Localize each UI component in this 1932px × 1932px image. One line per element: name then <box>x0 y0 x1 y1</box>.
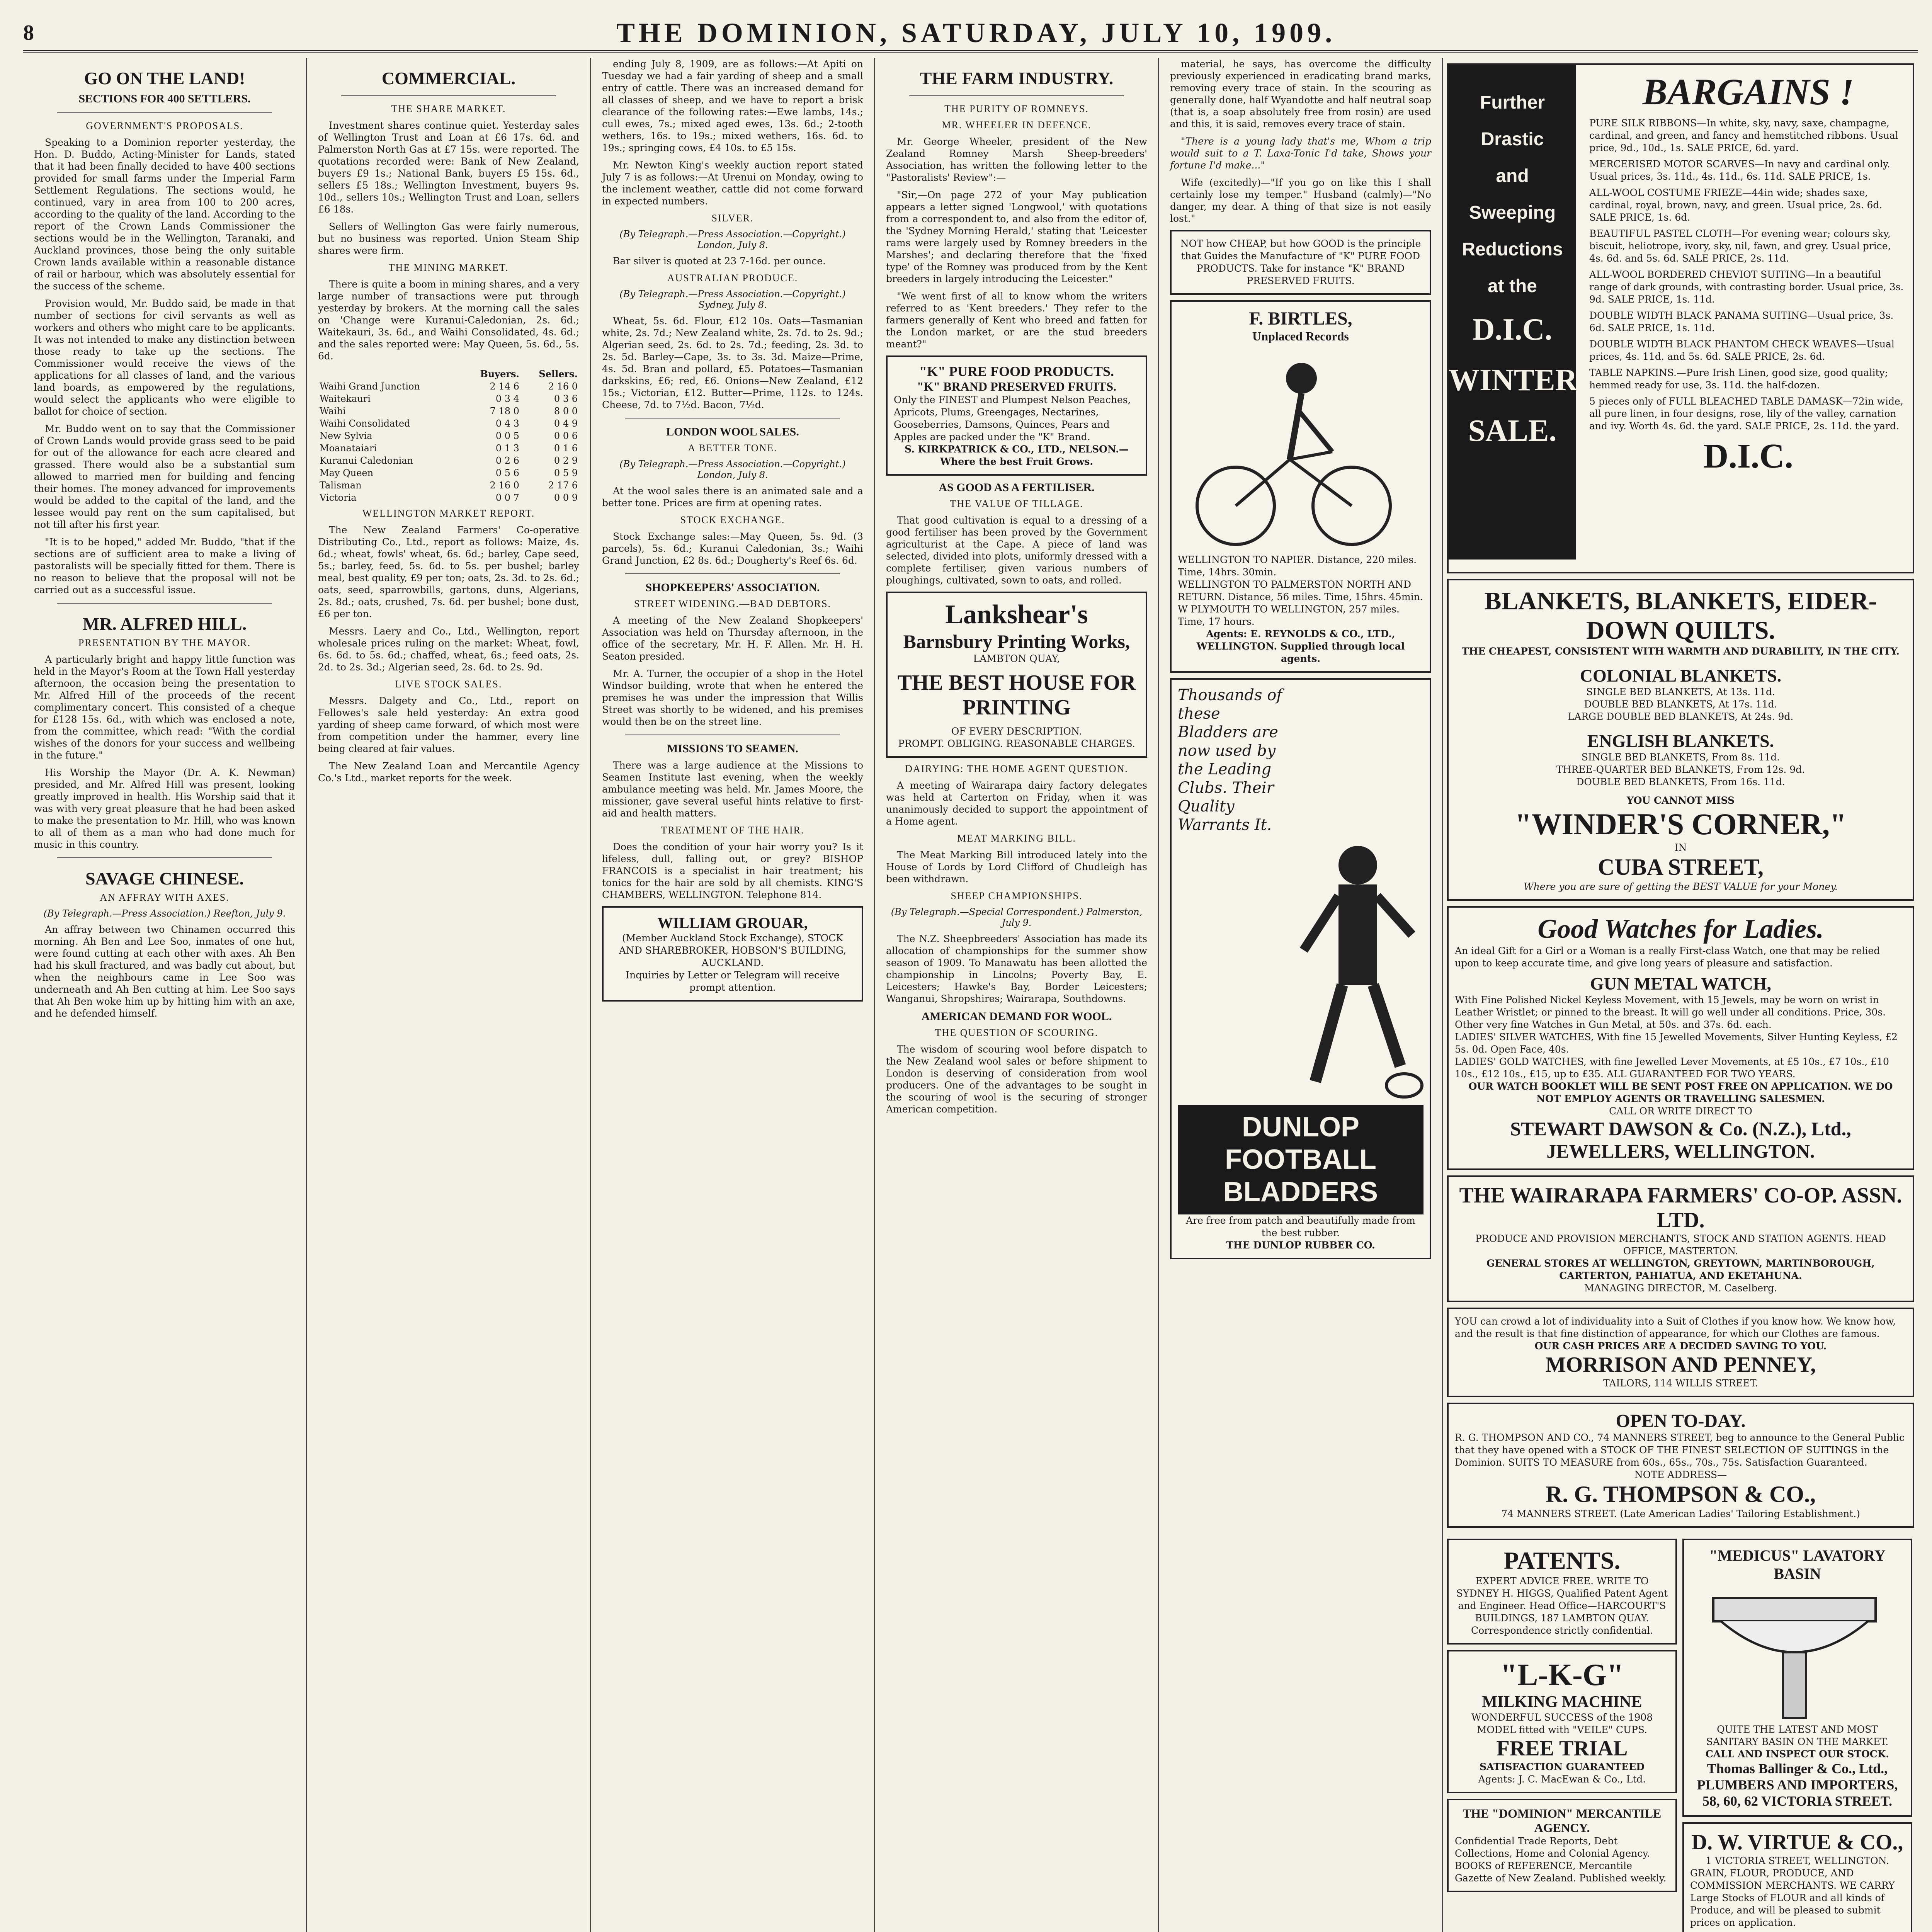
table-cell: Waitekauri <box>320 393 371 404</box>
article-paragraph: Does the condition of your hair worry you? Is it lifeless, dull, falling out, or grey? BISHOP FRANCOIS is a specialist in hair treatment; his tonics for the hair are sold by all chemists. KING'S CHAMBERS, WELLINGTON. Telephone 814. <box>602 841 863 900</box>
ad-label: OPEN TO-DAY. <box>1616 1411 1746 1431</box>
ad-title: THE "DOMINION" MERCANTILE AGENCY. <box>1463 1806 1662 1835</box>
article-paragraph: Mr. A. Turner, the occupier of a shop in the Hotel Windsor building, wrote that when he entered the premises he was under the impression that Willis Street was shortly to be widened, and his premises would then be on the street line. <box>602 668 863 727</box>
article-paragraph: His Worship the Mayor (Dr. A. K. Newman) presided, and Mr. Alfred Hill was present, looking greatly improved in health. His Worship said that it was with very great pleasure that he had been asked to make the presentation to Mr. Hill, who was known to all of them as a man who had done much for music in this country. <box>34 767 295 850</box>
ad-row <box>1447 1533 1914 1932</box>
ad-title: WILLIAM GROUAR, <box>657 914 808 932</box>
divider <box>625 573 840 574</box>
article-paragraph: There was a large audience at the Missions to Seamen Institute last evening, when the weekly ambulance meeting was held. Mr. James Moore, the missioner, gave several useful hints relative to first-aid and health matters. <box>602 760 863 819</box>
ad-k-pure-food <box>886 355 1147 476</box>
list-item: LARGE DOUBLE BED BLANKETS, At 24s. 9d. <box>1568 711 1794 722</box>
ad-offer: FREE TRIAL <box>1496 1736 1628 1760</box>
article-paragraph: A particularly bright and happy little function was held in the Mayor's Room at the Town Hall yesterday afternoon, the occasion being the presentation to Mr. Alfred Hill of the proceeds of the recent complimentary concert. This consisted of a cheque for £128 15s. 6d., with which was enclosed a note, from the committee, which read: "With the cordial wishes of the donors for your success and wellbeing in the future." <box>34 654 295 761</box>
table-cell: 7 18 0 <box>490 406 519 417</box>
article-paragraph: That good cultivation is equal to a dressing of a good fertiliser has been proved by the Government agriculturist at the Cape. A piece of land was selected, divided into plots, uniformly dressed with a complete fertiliser, given various numbers of ploughings, cultivated, sown to oats, and rolled. <box>886 515 1147 586</box>
divider <box>341 95 556 96</box>
table-cell: 0 2 9 <box>554 455 578 466</box>
ad-sidebar-word: D.I.C. <box>1472 313 1553 347</box>
ad-label: NOTE ADDRESS— <box>1634 1469 1727 1480</box>
ad-text: Only the FINEST and Plumpest Nelson Peaches, Apricots, Plums, Greengages, Nectarines, Gooseberries, Damsons, Quinces, Pears and Apples are packed under the "K" Brand. <box>894 394 1131 442</box>
ad-wairarapa-farmers <box>1447 1175 1914 1302</box>
ad-sidebar-word: at the <box>1487 276 1537 296</box>
article-paragraph: The New Zealand Loan and Mercantile Agency Co.'s Ltd., market reports for the week. <box>318 760 579 784</box>
ad-title: MORRISON AND PENNEY, <box>1545 1353 1816 1377</box>
table-cell: Waihi <box>320 406 346 417</box>
football-player-illustration <box>1292 834 1423 1105</box>
ad-text: R. G. THOMPSON AND CO., 74 MANNERS STREET, beg to announce to the General Public that they have opened with a STOCK OF THE FINEST SELECTION OF SUITINGS in the Dominion. SUITS TO MEASURE from 60s., 65s., 70s., 75s. Satisfaction Guaranteed. <box>1455 1432 1905 1468</box>
article-paragraph: "It is to be hoped," added Mr. Buddo, "that if the sections are of sufficient area to make a living of pastoralists will be specially fitted for them. There is no reason to believe that the proposal will not be carried out as a successful issue. <box>34 536 295 595</box>
ad-section-title: ENGLISH BLANKETS. <box>1587 731 1774 751</box>
list-item: BEAUTIFUL PASTEL CLOTH—For evening wear; colours sky, biscuit, heliotrope, ivory, sky, nil, fawn, and grey. Usual price, 4s. 6d. and 5s. 6d. SALE PRICE, 2s. 11d. <box>1589 228 1891 264</box>
ad-footer: Thomas Ballinger & Co., Ltd., PLUMBERS AND IMPORTERS, 58, 60, 62 VICTORIA STREET. <box>1697 1761 1898 1809</box>
table-row <box>318 467 579 479</box>
ad-label: OUR CASH PRICES ARE A DECIDED SAVING TO YOU. <box>1534 1340 1827 1352</box>
article-paragraph: At the wool sales there is an animated sale and a better tone. Prices are firm at opening rates. <box>602 485 863 509</box>
article-paragraph: Wheat, 5s. 6d. Flour, £12 10s. Oats—Tasmanian white, 2s. 7d.; New Zealand white, 2s. 7d. to 2s. 9d.; Algerian seed, 2s. 6d. to 2s. 7d.; feeding, 2s. 3d. to 2s. 5d. Barley—Cape, 3s. to 3s. 3d. Maize—Prime, 4s. 5d. Bran and pollard, £5. Potatoes—Tasmanian darkskins, £6; red, £6. Onions—New Zealand, £12 15s.; Victorian, £12. Butter—Prime, 112s. to 124s. Cheese, 7d. to 7½d. Bacon, 7½d. <box>602 315 863 410</box>
ad-label: YOU CANNOT MISS <box>1626 795 1735 806</box>
table-cell: 0 5 9 <box>554 468 578 478</box>
table-cell: 0 4 3 <box>495 418 519 429</box>
ad-sidebar-word: WINTER <box>1449 363 1578 397</box>
table-cell: 2 17 6 <box>548 480 578 491</box>
article-paragraph: The wisdom of scouring wool before dispatch to the New Zealand wool sales or before shipment to London is deserving of consideration from wool producers. One of the advantages to be sought in the scouring of wool is the securing of stronger American competition. <box>886 1044 1147 1115</box>
ad-title: "K" PURE FOOD PRODUCTS. <box>919 364 1114 379</box>
ad-text: Thousands of these Bladders are now used by the Leading Clubs. Their Quality Warrants It. <box>1178 686 1282 834</box>
ad-address: LAMBTON QUAY, <box>973 653 1060 664</box>
ad-text: YOU can crowd a lot of individuality into a Suit of Clothes if you know how. We know how, and the result is that fine distinction of appearance, for which our Clothes are famous. <box>1455 1316 1896 1339</box>
ad-dic-bargains <box>1447 63 1914 573</box>
ad-lankshears <box>886 592 1147 758</box>
subhead-sheep: SHEEP CHAMPIONSHIPS. <box>951 890 1083 901</box>
table-cell: 0 0 6 <box>554 430 578 441</box>
table-cell: 0 0 9 <box>554 492 578 503</box>
article-paragraph: material, he says, has overcome the difficulty previously experienced in eradicating brand marks, removing every trace of stain. In the scouring as generally done, half Wyandotte and half neutral soap (that is, a soap absolutely free from rosin) are used and this, it is said, removes every trace of stain. <box>1170 58 1431 129</box>
table-cell: 0 3 4 <box>495 393 519 404</box>
table-row <box>318 479 579 492</box>
ad-sidebar <box>1449 65 1576 560</box>
ad-text: An ideal Gift for a Girl or a Woman is a really First-class Watch, one that may be relied upon to keep accurate time, and give long years of pleasure and satisfaction. <box>1455 945 1880 969</box>
headline-alfred-hill: MR. ALFRED HILL. <box>82 614 247 634</box>
table-cell: 0 3 6 <box>554 393 578 404</box>
subhead-wheeler-defence: MR. WHEELER IN DEFENCE. <box>942 119 1092 131</box>
subhead-meat-marking: MEAT MARKING BILL. <box>957 833 1076 844</box>
table-cell: 0 0 5 <box>495 430 519 441</box>
ad-slogan: THE BEST HOUSE FOR PRINTING <box>897 671 1136 719</box>
subhead-street-widening: STREET WIDENING.—BAD DEBTORS. <box>634 598 832 609</box>
article-paragraph: Mr. George Wheeler, president of the New Zealand Romney Marsh Sheep-breeders' Association, has written the following letter to the "Pastoralists' Review":— <box>886 136 1147 183</box>
headline-go-on-the-land: GO ON THE LAND! <box>84 68 245 88</box>
bicycle-rider-illustration <box>1178 344 1410 552</box>
article-paragraph: "Sir,—On page 272 of your May publication appears a letter signed 'Longwool,' with quotations from a correspondent to, and also from the editor of, the 'Sydney Morning Herald,' stating that 'Leicester rams were largely used by Romney breeders in the Marshes'; and declaring therefore that the 'fixed type' of the Romney was produced from by the Kent breeders in largely introducing the Leicester." <box>886 189 1147 284</box>
ad-sidebar-word: and <box>1496 166 1529 186</box>
ad-text: With Fine Polished Nickel Keyless Movement, with 15 Jewels, may be worn on wrist in Leather Wristlet; or pinned to the breast. It will go well under all conditions. Price, 30s. <box>1455 994 1886 1018</box>
dateline: (By Telegraph.—Press Association.—Copyright.) Sydney, July 8. <box>619 289 846 310</box>
article-paragraph: Mr. Buddo went on to say that the Commissioner of Crown Lands would provide grass seed to be paid for out of the allowance for each acre cleared and grassed. There would also be a substantial sum allowed to married men for building and fencing their homes. The money advanced for improvements would be added to the capital of the land, and the lessee would pay rent on the sum capitalised, but not till after his first year. <box>34 423 295 530</box>
ad-sidebar-word: Further <box>1480 92 1545 113</box>
list-item: ALL-WOOL COSTUME FRIEZE—44in wide; shades saxe, cardinal, royal, brown, navy, and green. Usual price, 2s. 6d. SALE PRICE, 1s. 6d. <box>1589 187 1883 223</box>
table-row <box>318 454 579 467</box>
subhead-better-tone: A BETTER TONE. <box>688 442 777 454</box>
ad-subtitle: PRODUCE AND PROVISION MERCHANTS, STOCK AND STATION AGENTS. HEAD OFFICE, MASTERTON. <box>1475 1233 1886 1257</box>
newspaper-title: THE DOMINION, SATURDAY, JULY 10, 1909. <box>616 17 1336 48</box>
ad-street: CUBA STREET, <box>1597 854 1764 880</box>
column-5 <box>1159 58 1443 1932</box>
subhead-wellington-market: WELLINGTON MARKET REPORT. <box>362 508 535 519</box>
table-cell: Waihi Grand Junction <box>320 381 420 392</box>
table-header <box>318 367 462 380</box>
headline-american-wool: AMERICAN DEMAND FOR WOOL. <box>921 1010 1112 1023</box>
dateline: (By Telegraph.—Press Association.) Reefton, July 9. <box>43 908 286 919</box>
ad-title: DUNLOP FOOTBALL BLADDERS <box>1178 1105 1423 1214</box>
table-header: Sellers. <box>539 368 578 379</box>
subhead-government: GOVERNMENT'S PROPOSALS. <box>86 120 243 131</box>
ad-subtitle: "K" BRAND PRESERVED FRUITS. <box>917 379 1117 393</box>
ad-subtitle: MILKING MACHINE <box>1482 1693 1642 1711</box>
ad-sidebar-word: Drastic <box>1481 129 1544 150</box>
headline-fertiliser: AS GOOD AS A FERTILISER. <box>939 481 1095 494</box>
divider <box>57 603 272 604</box>
ad-name: "WINDER'S CORNER," <box>1515 807 1847 841</box>
list-item: DOUBLE WIDTH BLACK PHANTOM CHECK WEAVES—Usual prices, 4s. 11d. and 5s. 6d. SALE PRICE, 2s. 6d. <box>1589 338 1895 362</box>
ad-text: (Member Auckland Stock Exchange), STOCK AND SHAREBROKER, HOBSON'S BUILDING, AUCKLAND. <box>619 932 847 968</box>
table-cell: Talisman <box>320 480 362 491</box>
article-paragraph: Messrs. Laery and Co., Ltd., Wellington, report wholesale prices ruling on the market: Wheat, fowl, 6s. 6d. to 5s. 6d.; chaffed, wheat, 6s.; feed oats, 2s. 2d. to 2s. 3d.; Algerian seed, 2s. 6d. to 2s. 9d. <box>318 626 579 673</box>
article-paragraph: Sellers of Wellington Gas were fairly numerous, but no business was reported. Union Steam Ship shares were firm. <box>318 221 579 256</box>
subhead-dairying: DAIRYING: THE HOME AGENT QUESTION. <box>905 763 1128 774</box>
ad-title: THE WAIRARAPA FARMERS' CO-OP. ASSN. LTD. <box>1459 1184 1902 1232</box>
divider <box>57 112 272 113</box>
table-row <box>318 417 579 430</box>
ad-right-stack <box>1682 1533 1912 1932</box>
dateline: (By Telegraph.—Press Association.—Copyright.) London, July 8. <box>619 229 846 250</box>
ad-text: GENERAL STORES AT WELLINGTON, GREYTOWN, MARTINBOROUGH, CARTERTON, PAHIATUA, AND EKETAHUNA. <box>1486 1258 1875 1281</box>
ad-text: NOT how CHEAP, but how GOOD is the principle that Guides the Manufacture of "K" PURE FOOD PRODUCTS. Take for instance "K" BRAND PRESERVED FRUITS. <box>1180 238 1421 286</box>
article-paragraph: An affray between two Chinamen occurred this morning. Ah Ben and Lee Soo, inmates of one hut, were found cutting at each other with axes. Ah Ben had his skull fractured, and was badly cut about, but when the neighbours came in Lee Soo was underneath and Ah Ben cutting at him. Lee Soo says that Ah Ben woke him up by hitting him with an axe, and he defended himself. <box>34 924 295 1019</box>
dateline: (By Telegraph.—Press Association.—Copyright.) London, July 8. <box>619 459 846 480</box>
ad-address: 1 VICTORIA STREET, WELLINGTON. <box>1705 1855 1889 1866</box>
ad-text: QUITE THE LATEST AND MOST SANITARY BASIN ON THE MARKET. <box>1706 1724 1889 1747</box>
table-row <box>318 405 579 417</box>
list-item: SINGLE BED BLANKETS, From 8s. 11d. <box>1581 752 1780 763</box>
ad-text: OF EVERY DESCRIPTION. <box>951 726 1082 737</box>
ad-footer: PROMPT. OBLIGING. REASONABLE CHARGES. <box>898 738 1135 749</box>
subhead-london-wool: LONDON WOOL SALES. <box>666 425 799 438</box>
table-header-row <box>318 367 579 380</box>
list-item: THREE-QUARTER BED BLANKETS, From 12s. 9d. <box>1556 764 1805 775</box>
article-paragraph: Investment shares continue quiet. Yesterday sales of Wellington Trust and Loan at £6 17s. 6d. and Palmerston North Gas at £7 15s. were reported. The quotations recorded were: Bank of New Zealand, buyers £9 1s.; National Bank, buyers £5 15s. 6d., sellers £5 18s.; Wellington Investment, buyers 9s. 10d., sellers 10s.; Wellington Trust and Loan, sellers £6 18s. <box>318 120 579 215</box>
ad-footer: STEWART DAWSON & Co. (N.Z.), Ltd., JEWELLERS, WELLINGTON. <box>1510 1118 1851 1162</box>
ad-birtles <box>1170 300 1431 673</box>
table-cell: Kuranui Caledonian <box>320 455 413 466</box>
column-1 <box>23 58 307 1932</box>
ad-subtitle: Barnsbury Printing Works, <box>903 631 1130 652</box>
article-paragraph: Speaking to a Dominion reporter yesterday, the Hon. D. Buddo, Acting-Minister for Lands, stated that it had been finally decided to have 400 sections provided for small farms under the Imperial Farm Settlement Regulations. The sections would, he continued, vary in area from 100 to 200 acres, according to the quality of the land. According to the report of the Crown Lands Commissioner the sections would be in the Wellington, Taranaki, and Auckland provinces, those being the only suitable Crown lands available within a reasonable distance of rail or harbour, which was absolutely essential for the success of the scheme. <box>34 137 295 292</box>
column-4 <box>875 58 1159 1932</box>
subhead-tillage: THE VALUE OF TILLAGE. <box>950 498 1083 509</box>
table-cell: 0 2 6 <box>495 455 519 466</box>
ad-text: Other very fine Watches in Gun Metal, at 50s. and 37s. 6d. each. <box>1455 1019 1772 1030</box>
ad-text: Confidential Trade Reports, Debt Collections, Home and Colonial Agency. BOOKS of REFERENCE, Mercantile Gazette of New Zealand. Published weekly. <box>1455 1835 1667 1884</box>
ad-title: Good Watches for Ladies. <box>1537 914 1824 944</box>
column-2 <box>307 58 591 1932</box>
table-cell: 2 16 0 <box>490 480 519 491</box>
list-item: PURE SILK RIBBONS—In white, sky, navy, saxe, champagne, cardinal, and green, and fancy and hemstitched ribbons. Usual price, 9d., 10d., 1s. SALE PRICE, 6d. yard. <box>1589 117 1898 153</box>
article-paragraph: The New Zealand Farmers' Co-operative Distributing Co., Ltd., report as follows: Maize, 4s. 6d.; wheat, fowls' wheat, 6s. 6d.; barley, Cape seed, 5s.; barley, feed, 5s. 6d. to 5s. per bushel; barley meal, best quality, £9 per ton; oats, 2s. 3d. to 2s. 6d.; oats, seed, sparrowbills, gartons, duns, Algerians, 2s. 8d.; oats, crushed, 7s. 6d. per bushel; bone dust, £6 per ton. <box>318 524 579 619</box>
ad-subtitle: THE CHEAPEST, CONSISTENT WITH WARMTH AND DURABILITY, IN THE CITY. <box>1462 646 1900 657</box>
ad-footer: Agents: E. REYNOLDS & CO., LTD., WELLINGTON. Supplied through local agents. <box>1196 628 1405 664</box>
article-paragraph: Bar silver is quoted at 23 7-16d. per ounce. <box>613 255 826 267</box>
article-paragraph: The N.Z. Sheepbreeders' Association has made its allocation of championships for the summer show season of 1909. To Manawatu has been allotted the championship in Lincolns; Poverty Bay, E. Leicesters; Hawke's Bay, Border Leicesters; Wanganui, Shropshires; Wairarapa, Southdowns. <box>886 933 1147 1004</box>
ad-footer: Agents: J. C. MacEwan & Co., Ltd. <box>1478 1774 1646 1785</box>
table-row <box>318 380 579 393</box>
article-paragraph: Stock Exchange sales:—May Queen, 5s. 9d. (3 parcels), 5s. 6d.; Kuranui Caledonian, 3s.; Waihi Grand Junction, £2 8s. 6d.; Dougherty's Reef 6s. 6d. <box>602 531 863 566</box>
table-row <box>318 393 579 405</box>
subhead-scouring: THE QUESTION OF SCOURING. <box>935 1027 1099 1038</box>
ad-text: LADIES' GOLD WATCHES, with fine Jewelled Lever Movements, at £5 10s., £7 10s., £10 10s., £12 10s., £15, up to £35. ALL GUARANTEED FOR TWO YEARS. <box>1455 1056 1889 1080</box>
article-paragraph: "There is a young lady that's me, Whom a trip would suit to a T. Laxa-Tonic I'd take, Shows your fortune I'd make..." <box>1170 136 1431 171</box>
table-cell: Victoria <box>320 492 357 503</box>
ad-subtitle: Are free from patch and beautifully made from the best rubber. <box>1186 1215 1415 1238</box>
lavatory-basin-illustration <box>1690 1583 1899 1722</box>
table-row <box>318 492 579 504</box>
ad-winders-blankets <box>1447 579 1914 901</box>
subhead-stock-exchange: STOCK EXCHANGE. <box>680 514 785 526</box>
headline-shopkeepers: SHOPKEEPERS' ASSOCIATION. <box>645 581 820 594</box>
article-paragraph: Mr. Newton King's weekly auction report stated July 7 is as follows:—At Urenui on Monday, owing to the inclement weather, cattle did not come forward in expected numbers. <box>602 160 863 207</box>
article-paragraph: Provision would, Mr. Buddo said, be made in that number of sections for civil servants as well as workers and others who might care to be applicants. It was not intended to make any distinction between those ready to take up the sections. The Commissioner would receive the views of the applications for all classes of land, and the various land boards, as empowered by the regulations, would select the applicants who were eligible to ballot for choice of section. <box>34 298 295 417</box>
ad-title: PATENTS. <box>1503 1547 1621 1574</box>
table-cell: Waihi Consolidated <box>320 418 410 429</box>
subhead-mining-market: THE MINING MARKET. <box>388 262 509 273</box>
table-cell: 0 4 9 <box>554 418 578 429</box>
article-paragraph: A meeting of the New Zealand Shopkeepers' Association was held on Thursday afternoon, in the office of the secretary, Mr. H. F. Allen. Mr. H. H. Seaton presided. <box>602 615 863 662</box>
subhead-silver: SILVER. <box>711 213 754 224</box>
list-item: DOUBLE WIDTH BLACK PANAMA SUITING—Usual price, 3s. 6d. SALE PRICE, 1s. 11d. <box>1589 310 1894 333</box>
table-row <box>318 430 579 442</box>
ad-patents <box>1447 1539 1677 1645</box>
article-paragraph: ending July 8, 1909, are as follows:—At Apiti on Tuesday we had a fair yarding of sheep and a small entry of cattle. There was an increased demand for all classes of sheep, and we have to report a brisk clearance of the following rates:—Ewe lambs, 14s.; cull ewes, 7s.; mixed aged ewes, 13s. 6d.; 2-tooth wethers, 16s. to 19s.; mixed wethers, 16s. 6d. to 19s.; springing cows, £4 10s. to £5 15s. <box>602 58 863 153</box>
subhead-treatment-hair: TREATMENT OF THE HAIR. <box>661 825 804 836</box>
ad-record: W PLYMOUTH TO WELLINGTON, 257 miles. Time, 17 hours. <box>1178 604 1400 627</box>
table-cell: 0 1 6 <box>554 443 578 454</box>
ad-sidebar-word: SALE. <box>1468 414 1557 448</box>
table-cell: New Sylvia <box>320 430 372 441</box>
subhead-purity-romneys: THE PURITY OF ROMNEYS. <box>944 103 1089 114</box>
ad-left-stack <box>1447 1533 1677 1932</box>
ad-not-how-cheap <box>1170 230 1431 295</box>
ad-title: F. BIRTLES, <box>1249 308 1352 329</box>
ad-text: LADIES' SILVER WATCHES, With fine 15 Jewelled Movements, Silver Hunting Keyless, £2 5s. 0d. Open Face, 40s. <box>1455 1031 1898 1055</box>
ad-footer: Inquiries by Letter or Telegram will receive prompt attention. <box>626 969 840 993</box>
ad-record: WELLINGTON TO PALMERSTON NORTH AND RETURN. Distance, 56 miles. Time, 15hrs. 45min. <box>1178 579 1423 602</box>
article-paragraph: "We went first of all to know whom the writers referred to as 'Kent breeders.' They refer to the farmers generally of Kent who breed and fatten for the London market, or are the stud breeders meant?" <box>886 291 1147 350</box>
table-header: Buyers. <box>480 368 519 379</box>
ad-label: SATISFACTION GUARANTEED <box>1480 1761 1645 1772</box>
list-item: TABLE NAPKINS.—Pure Irish Linen, good size, good quality; hemmed ready for use, 3s. 11d. the half-dozen. <box>1589 367 1888 391</box>
table-cell: Moanataiari <box>320 443 377 454</box>
table-cell: 2 16 0 <box>548 381 578 392</box>
ad-footer: TAILORS, 114 WILLIS STREET. <box>1603 1378 1758 1389</box>
ad-footer: S. KIRKPATRICK & CO., LTD., NELSON.—Where the best Fruit Grows. <box>905 444 1129 467</box>
ad-text: GRAIN, FLOUR, PRODUCE, AND COMMISSION MERCHANTS. WE CARRY Large Stocks of FLOUR and all kinds of Produce, and will be pleased to submit prices on application. <box>1690 1867 1895 1928</box>
ad-text: WONDERFUL SUCCESS of the 1908 MODEL fitted with "VEILE" CUPS. <box>1471 1712 1653 1735</box>
ad-stewart-dawson-watches <box>1447 906 1914 1170</box>
ad-title: R. G. THOMPSON & CO., <box>1546 1481 1816 1507</box>
column-3 <box>591 58 875 1932</box>
ad-title: D. W. VIRTUE & CO., <box>1691 1830 1903 1854</box>
headline-missions: MISSIONS TO SEAMEN. <box>667 742 798 755</box>
ad-sidebar-word: Sweeping <box>1469 202 1556 223</box>
subhead-sections: SECTIONS FOR 400 SETTLERS. <box>78 92 251 105</box>
divider <box>909 95 1124 96</box>
headline-commercial: COMMERCIAL. <box>381 68 516 88</box>
ad-title: BARGAINS ! <box>1643 71 1854 112</box>
ad-dunlop-bladders <box>1170 678 1431 1259</box>
article-paragraph: A meeting of Wairarapa dairy factory delegates was held at Carterton on Friday, when it was unanimously decided to support the appointment of a Home agent. <box>886 780 1147 827</box>
subhead-australian-produce: AUSTRALIAN PRODUCE. <box>667 272 798 284</box>
ad-title: "L-K-G" <box>1500 1658 1624 1692</box>
ad-sidebar-word: Reductions <box>1462 239 1563 260</box>
ad-dominion-agency <box>1447 1799 1677 1892</box>
ad-medicus-basin <box>1682 1539 1912 1817</box>
ad-footer: Where you are sure of getting the BEST VALUE for your Money. <box>1524 881 1838 892</box>
list-item: 5 pieces only of FULL BLEACHED TABLE DAMASK—72in wide, all pure linen, in four designs, rose, lily of the valley, carnation and ivy. Worth 4s. 6d. the yard. SALE PRICE, 2s. 11d. the yard. <box>1589 396 1903 432</box>
ad-morrison-penney <box>1447 1308 1914 1397</box>
page-number: 8 <box>23 21 34 45</box>
masthead <box>23 15 1918 53</box>
ad-rg-thompson <box>1447 1403 1914 1528</box>
article-paragraph: There is quite a boom in mining shares, and a very large number of transactions were put through yesterday by brokers. At the morning call the sales on 'Change were Kuranui-Caledonian, 2s. 6d.; Waitekauri, 3s. 6d., and Waihi Consolidated, 4s. 6d.; and the sales reported were: May Queen, 5s. 6d., 5s. 6d. <box>318 279 579 362</box>
dateline: (By Telegraph.—Special Correspondent.) Palmerston, July 9. <box>891 906 1143 928</box>
list-item: SINGLE BED BLANKETS, At 13s. 11d. <box>1586 686 1775 697</box>
ad-label: CALL AND INSPECT OUR STOCK. <box>1705 1748 1889 1760</box>
ad-text: EXPERT ADVICE FREE. WRITE TO SYDNEY H. HIGGS, Qualified Patent Agent and Engineer. Head Office—HARCOURT'S BUILDINGS, 187 LAMBTON QUAY. Correspondence strictly confidential. <box>1456 1575 1668 1636</box>
list-item: MERCERISED MOTOR SCARVES—In navy and cardinal only. Usual prices, 3s. 11d., 4s. 11d., 6s. 11d. SALE PRICE, 1s. <box>1589 158 1890 182</box>
ad-subtitle: Unplaced Records <box>1252 329 1349 343</box>
ad-lkg-milking <box>1447 1650 1677 1793</box>
advertisements-column <box>1443 58 1918 1932</box>
ad-william-grouar <box>602 906 863 1002</box>
ad-footer: MANAGING DIRECTOR, M. Caselberg. <box>1584 1282 1777 1294</box>
headline-farm-industry: THE FARM INDUSTRY. <box>920 68 1114 88</box>
ad-label: CALL OR WRITE DIRECT TO <box>1609 1105 1752 1117</box>
divider <box>57 857 272 858</box>
ad-title: BLANKETS, BLANKETS, EIDER-DOWN QUILTS. <box>1484 587 1877 645</box>
ad-section-title: COLONIAL BLANKETS. <box>1580 666 1782 685</box>
ad-text: OUR WATCH BOOKLET WILL BE SENT POST FREE ON APPLICATION. WE DO NOT EMPLOY AGENTS OR TRAVELLING SALESMEN. <box>1468 1081 1893 1104</box>
ad-label: IN <box>1674 842 1687 853</box>
article-paragraph: Messrs. Dalgety and Co., Ltd., report on Fellowes's sale held yesterday: An extra good yarding of sheep came forward, of which most were from competition under the hammer, every line being cleared at fair values. <box>318 695 579 754</box>
article-paragraph: The Meat Marking Bill introduced lately into the House of Lords by Lord Clifford of Chudleigh has been withdrawn. <box>886 849 1147 884</box>
table-cell: 0 5 6 <box>495 468 519 478</box>
list-item: DOUBLE BED BLANKETS, From 16s. 11d. <box>1576 776 1785 787</box>
subhead-presentation: PRESENTATION BY THE MAYOR. <box>78 637 251 648</box>
newspaper-page <box>23 58 1918 1932</box>
ad-title: Lankshear's <box>945 600 1088 629</box>
ad-record: WELLINGTON TO NAPIER. Distance, 220 miles. Time, 14hrs. 30min. <box>1178 554 1417 578</box>
subhead-share-market: THE SHARE MARKET. <box>391 103 506 114</box>
subhead-live-stock: LIVE STOCK SALES. <box>395 679 502 690</box>
list-item: ALL-WOOL BORDERED CHEVIOT SUITING—In a beautiful range of dark grounds, with contrasting border. Usual price, 3s. 9d. SALE PRICE, 1s. 11d. <box>1589 269 1904 305</box>
headline-savage-chinese: SAVAGE CHINESE. <box>85 869 244 888</box>
list-item: DOUBLE BED BLANKETS, At 17s. 11d. <box>1584 699 1777 710</box>
table-cell: 8 0 0 <box>554 406 578 417</box>
article-paragraph: Wife (excitedly)—"If you go on like this I shall certainly lose my temper." Husband (calmly)—"No danger, my dear. A thing of that size is not easily lost." <box>1170 177 1431 224</box>
ad-footer: D.I.C. <box>1703 437 1793 475</box>
table-cell: 2 14 6 <box>490 381 519 392</box>
ad-dw-virtue <box>1682 1822 1912 1932</box>
table-row <box>318 442 579 454</box>
table-cell: 0 1 3 <box>495 443 519 454</box>
table-cell: May Queen <box>320 468 374 478</box>
ad-footer: THE DUNLOP RUBBER CO. <box>1226 1240 1375 1251</box>
ad-section-title: GUN METAL WATCH, <box>1590 974 1771 993</box>
subhead-affray: AN AFFRAY WITH AXES. <box>100 892 230 903</box>
ad-footer: 74 MANNERS STREET. (Late American Ladies' Tailoring Establishment.) <box>1501 1508 1860 1519</box>
ad-bargain-list <box>1584 65 1913 481</box>
ad-title: "MEDICUS" LAVATORY BASIN <box>1709 1547 1886 1582</box>
mining-share-table <box>318 367 579 504</box>
table-cell: 0 0 7 <box>495 492 519 503</box>
